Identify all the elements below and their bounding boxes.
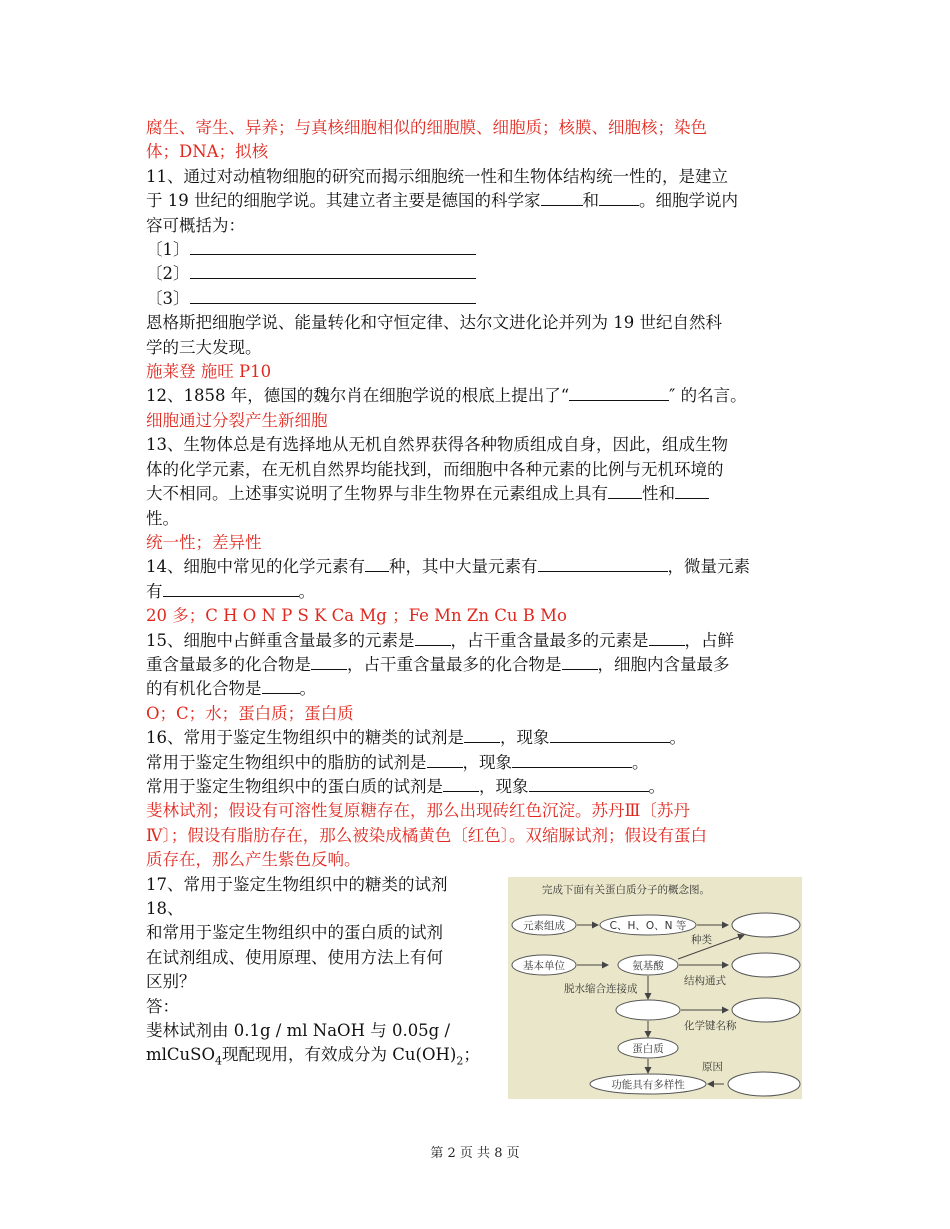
question-14-line-2 (146, 580, 806, 604)
label-formula: 结构通式 (684, 975, 726, 987)
text: 性和 (642, 484, 675, 504)
answer-14: 20 多；C H O N P S K Ca Mg ；Fe Mn Zn Cu B Mo (146, 606, 567, 626)
text: mlCuSO (146, 1045, 216, 1065)
text: 有 (146, 581, 163, 601)
item-2 (146, 262, 806, 286)
question-15-line-1 (146, 629, 806, 653)
text: 16、常用于鉴定生物组织中的糖类的试剂是 (146, 728, 464, 748)
label-kind: 种类 (691, 934, 712, 946)
figure-title: 完成下面有关蛋白质分子的概念图。 (542, 884, 710, 896)
question-11-line-5: 学的三大发现。 (146, 337, 262, 357)
subscript: 4 (215, 1054, 223, 1068)
answer-13: 统一性；差异性 (146, 532, 262, 552)
text: ，细胞内含量最多 (597, 654, 730, 674)
answer-12: 细胞通过分裂产生新细胞 (146, 410, 328, 430)
answer-10-line-2: 体；DNA；拟核 (146, 142, 269, 162)
text: 。 (299, 679, 316, 699)
blank (311, 653, 347, 670)
answer-16-line-3: 质存在，那么产生紫色反响。 (146, 850, 361, 870)
blank (163, 580, 299, 597)
node-protein-label: 蛋白质 (632, 1043, 664, 1055)
text: 14、细胞中常见的化学元素有 (146, 557, 365, 577)
text: 12、1858 年，德国的魏尔肖在细胞学说的根底上提出了“ (146, 386, 570, 406)
blank (262, 677, 300, 694)
text: 15、细胞中占鲜重含量最多的元素是 (146, 630, 415, 650)
question-15-line-2 (146, 653, 806, 677)
answer-16-line-1: 斐林试剂；假设有可溶性复原糖存在，那么出现砖红色沉淀。苏丹Ⅲ〔苏丹 (146, 801, 690, 821)
text: ，现象 (500, 728, 550, 748)
text: 〔2〕 (146, 264, 190, 284)
answer-11: 施莱登 施旺 P10 (146, 362, 272, 382)
question-13-line-4: 性。 (146, 508, 179, 528)
node-blank-1 (732, 913, 800, 937)
blank (427, 751, 463, 768)
blank (443, 775, 479, 792)
answer-17-line-2 (146, 1043, 491, 1074)
blank (529, 775, 649, 792)
question-17-line-2: 和常用于鉴定生物组织中的蛋白质的试剂 (146, 923, 443, 943)
question-11-line-1: 11、通过对动植物细胞的研究而揭示细胞统一性和生物体结构统一性的，是建立 (146, 166, 728, 186)
text: 〔3〕 (146, 288, 190, 308)
blank (415, 629, 451, 646)
question-13-line-3 (146, 482, 806, 506)
blank (569, 384, 669, 401)
node-basic-unit-label: 基本单位 (523, 960, 565, 972)
protein-concept-map (508, 877, 802, 1099)
text: 于 19 世纪的细胞学说。其建立者主要是德国的科学家 (146, 191, 541, 211)
page-footer: 第 2 页 共 8 页 (430, 1146, 520, 1161)
text: 和 (582, 191, 599, 211)
question-12 (146, 384, 806, 408)
text: 常用于鉴定生物组织中的蛋白质的试剂是 (146, 776, 443, 796)
text: 的有机化合物是 (146, 679, 262, 699)
question-17-line-4: 区别？ (146, 972, 196, 992)
question-15-line-3 (146, 677, 806, 701)
blank (190, 287, 476, 304)
node-blank-3 (616, 1000, 680, 1020)
blank (649, 629, 685, 646)
answer-16-line-2: Ⅳ〕；假设有脂肪存在，那么被染成橘黄色〔红色〕。双缩脲试剂；假设有蛋白 (146, 825, 707, 845)
text: 。 (669, 728, 686, 748)
blank (190, 262, 476, 279)
answer-10-line-1: 腐生、寄生、异养；与真核细胞相似的细胞膜、细胞质；核膜、细胞核；染色 (146, 118, 707, 137)
blank (550, 726, 670, 743)
question-14-line-1 (146, 555, 806, 579)
question-11-line-3: 容可概括为： (146, 215, 245, 235)
blank (608, 482, 642, 499)
text: ，占干重含量最多的化合物是 (347, 654, 562, 674)
text: 。 (632, 752, 649, 772)
question-16-line-3 (146, 775, 806, 799)
text: 常用于鉴定生物组织中的脂肪的试剂是 (146, 752, 427, 772)
text: 大不相同。上述事实说明了生物界与非生物界在元素组成上具有 (146, 484, 608, 504)
node-diversity-label: 功能具有多样性 (611, 1079, 685, 1091)
blank (512, 751, 632, 768)
text: 。 (298, 581, 315, 601)
blank (599, 189, 639, 206)
node-blank-2 (732, 953, 800, 977)
text: 〔1〕 (146, 240, 190, 260)
blank (365, 555, 389, 572)
node-chon-label: C、H、O、N 等 (609, 920, 687, 932)
text: ，占鲜 (684, 630, 734, 650)
answer-15: O；C；水；蛋白质；蛋白质 (146, 703, 354, 723)
answer-17-line-1: 斐林试剂由 0.1g / ml NaOH 与 0.05g / (146, 1021, 451, 1041)
text: ，现象 (479, 776, 529, 796)
item-3 (146, 287, 806, 311)
label-dehydration: 脱水缩合连接成 (564, 983, 638, 995)
item-1 (146, 238, 806, 262)
text: 。 (648, 776, 665, 796)
question-13-line-2: 体的化学元素，在无机自然界均能找到，而细胞中各种元素的比例与无机环境的 (146, 459, 724, 479)
blank (538, 555, 668, 572)
blank (464, 726, 500, 743)
blank (675, 482, 709, 499)
text: ； (463, 1045, 480, 1065)
question-16-line-1 (146, 726, 806, 750)
node-blank-4 (732, 998, 800, 1022)
answer-label: 答： (146, 996, 179, 1016)
label-bond: 化学键名称 (684, 1020, 737, 1032)
question-11-line-2 (146, 189, 806, 213)
blank (562, 653, 598, 670)
text: 种，其中大量元素有 (389, 557, 538, 577)
question-17-line-1: 17、常用于鉴定生物组织中的糖类的试剂 (146, 874, 448, 894)
blank (190, 238, 476, 255)
text: ″ 的名言。 (669, 386, 747, 406)
label-reason: 原因 (702, 1061, 723, 1073)
node-amino-acid-label: 氨基酸 (632, 960, 664, 972)
question-18-label: 18、 (146, 899, 184, 918)
question-13-line-1: 13、生物体总是有选择地从无机自然界获得各种物质组成自身，因此，组成生物 (146, 435, 728, 455)
text: 重含量最多的化合物是 (146, 654, 311, 674)
node-element-label: 元素组成 (523, 920, 565, 932)
concept-map-svg (508, 877, 802, 1099)
blank (541, 189, 583, 206)
text: 。细胞学说内 (639, 191, 738, 211)
question-16-line-2 (146, 751, 806, 775)
node-blank-5 (728, 1072, 800, 1096)
question-17-column (146, 873, 491, 1075)
subscript: 2 (456, 1054, 464, 1068)
question-11-line-4: 恩格斯把细胞学说、能量转化和守恒定律、达尔文进化论并列为 19 世纪自然科 (146, 313, 722, 333)
question-17-line-3: 在试剂组成、使用原理、使用方法上有何 (146, 947, 443, 967)
text: 现配现用，有效成分为 Cu(OH) (222, 1045, 457, 1065)
text: ，现象 (462, 752, 512, 772)
text: ，占干重含量最多的元素是 (450, 630, 649, 650)
text: ，微量元素 (667, 557, 750, 577)
